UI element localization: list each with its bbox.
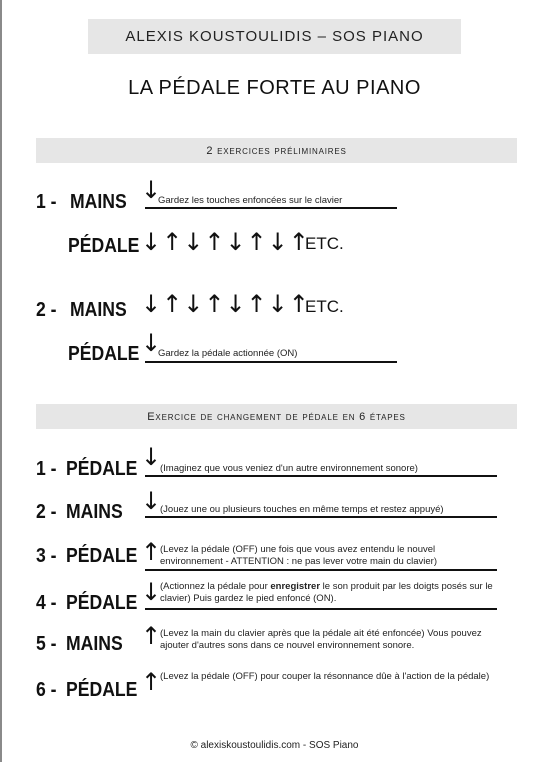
step4-text-after: le son produit par les doigts posés sur le clavier) Puis gardez le pied enfoncé (ON). xyxy=(160,581,493,604)
ex2-pedale-note: Gardez la pédale actionnée (ON) xyxy=(158,348,298,359)
ex2-etc: ETC. xyxy=(305,297,344,316)
step2-number: 2 - xyxy=(36,501,57,523)
ex2-mains-label: MAINS xyxy=(70,299,127,321)
step4-text-before: (Actionnez la pédale pour xyxy=(160,581,271,592)
step3-number: 3 - xyxy=(36,545,57,567)
step4-text-bold: enregistrer xyxy=(270,581,321,592)
step4-down-arrow-icon: ↓ xyxy=(141,578,162,606)
step1-label: PÉDALE xyxy=(66,458,138,480)
step2-down-arrow-icon: ↓ xyxy=(141,487,162,515)
step5-label: MAINS xyxy=(66,633,123,655)
step1-text: (Imaginez que vous veniez d'un autre environnement sonore) xyxy=(160,463,418,474)
step2-text: (Jouez une ou plusieurs touches en même temps et restez appuyé) xyxy=(160,504,444,515)
step3-up-arrow-icon: ↑ xyxy=(141,538,162,566)
page-title: LA PÉDALE FORTE AU PIANO xyxy=(128,77,421,99)
step6-up-arrow-icon: ↑ xyxy=(141,668,162,696)
step1-underline xyxy=(145,475,497,477)
author-header: ALEXIS KOUSTOULIDIS – SOS PIANO xyxy=(88,19,461,54)
ex1-pedale-label: PÉDALE xyxy=(68,235,140,257)
page-left-border xyxy=(0,0,2,762)
step5-up-arrow-icon: ↑ xyxy=(141,622,162,650)
step6-number: 6 - xyxy=(36,679,57,701)
step3-text: (Levez la pédale (OFF) une fois que vous avez entendu le nouvel environnement - ATTENTION : ne pas lever votre main du clavier) xyxy=(160,544,438,567)
ex1-pedale-arrows-icon: ↓↑↓↑↓↑↓↑ xyxy=(141,228,310,256)
ex2-mains-arrows-icon: ↓↑↓↑↓↑↓↑ xyxy=(141,290,310,318)
step2-underline xyxy=(145,516,497,518)
footer-credit: © alexiskoustoulidis.com - SOS Piano xyxy=(190,740,359,751)
step5-number: 5 - xyxy=(36,633,57,655)
step2-label: MAINS xyxy=(66,501,123,523)
step4-underline xyxy=(145,608,497,610)
ex1-etc: ETC. xyxy=(305,234,344,253)
section1-heading: 2 exercices préliminaires xyxy=(36,138,517,163)
step4-text xyxy=(160,581,498,605)
step5-text: (Levez la main du clavier après que la pédale ait été enfoncée) Vous pouvez ajouter d'autres sons dans ce nouvel environnement sonore. xyxy=(160,628,482,651)
ex2-pedale-underline xyxy=(145,361,397,363)
ex2-pedale-label: PÉDALE xyxy=(68,343,140,365)
step1-down-arrow-icon: ↓ xyxy=(141,443,162,471)
ex2-pedale-down-arrow-icon: ↓ xyxy=(141,329,162,357)
step6-label: PÉDALE xyxy=(66,679,138,701)
ex1-mains-note: Gardez les touches enfoncées sur le clavier xyxy=(158,195,343,206)
step3-label: PÉDALE xyxy=(66,545,138,567)
step4-number: 4 - xyxy=(36,592,57,614)
ex1-number: 1 - xyxy=(36,191,57,213)
ex1-mains-underline xyxy=(145,207,397,209)
step4-label: PÉDALE xyxy=(66,592,138,614)
step3-underline xyxy=(145,569,497,571)
step1-number: 1 - xyxy=(36,458,57,480)
section2-heading: Exercice de changement de pédale en 6 étapes xyxy=(36,404,517,429)
ex1-mains-down-arrow-icon: ↓ xyxy=(141,176,162,204)
step6-text: (Levez la pédale (OFF) pour couper la résonnance dûe à l'action de la pédale) xyxy=(160,671,490,682)
ex1-mains-label: MAINS xyxy=(70,191,127,213)
ex2-number: 2 - xyxy=(36,299,57,321)
